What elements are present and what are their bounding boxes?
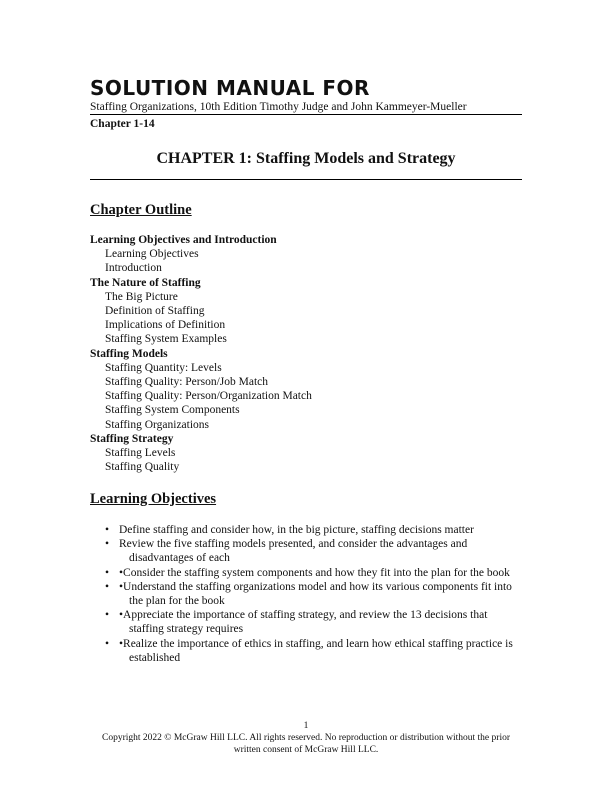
outline-item: Implications of Definition <box>105 319 226 332</box>
outline-item: Staffing System Components <box>105 404 240 417</box>
outline-item: Staffing Quality: Person/Organization Match <box>105 390 312 403</box>
objective-text: •Consider the staffing system components and how they fit into the plan for the book <box>119 566 510 579</box>
outline-item: Introduction <box>105 262 162 275</box>
outline-item: Learning Objectives <box>105 248 199 261</box>
objective-item <box>103 566 523 580</box>
objective-item <box>103 580 523 608</box>
outline-section-heading: Staffing Strategy <box>90 432 174 445</box>
outline-section-heading: The Nature of Staffing <box>90 276 201 289</box>
objective-text: •Understand the staffing organizations model and how its various components fit into the plan for the book <box>119 580 512 608</box>
objective-text: •Appreciate the importance of staffing strategy, and review the 13 decisions that staffing strategy requires <box>119 609 488 636</box>
bullet-icon: • <box>105 538 110 551</box>
outline-section-heading: Learning Objectives and Introduction <box>90 234 277 246</box>
page-number: 1 <box>303 721 309 731</box>
chapter-outline <box>90 233 312 474</box>
outline-item: Definition of Staffing <box>105 305 205 318</box>
chapter-heading: CHAPTER 1: Staffing Models and Strategy <box>156 150 456 167</box>
outline-item: Staffing System Examples <box>105 333 227 346</box>
outline-item: The Big Picture <box>105 290 178 303</box>
page-footer <box>90 720 522 756</box>
outline-item: Staffing Quantity: Levels <box>105 361 222 374</box>
bullet-icon: • <box>105 524 110 536</box>
objectives-list <box>103 523 523 665</box>
outline-item: Staffing Organizations <box>105 418 210 431</box>
outline-item: Staffing Quality: Person/Job Match <box>105 376 269 389</box>
objective-item <box>103 608 523 636</box>
outline-item: Staffing Quality <box>105 461 180 474</box>
objective-item <box>103 637 523 665</box>
objective-text: •Realize the importance of ethics in staffing, and learn how ethical staffing practice is established <box>119 637 513 664</box>
bullet-icon: • <box>105 609 110 622</box>
divider-line <box>90 179 522 180</box>
manual-title: SOLUTION MANUAL FOR <box>90 76 370 100</box>
bullet-icon: • <box>105 566 110 579</box>
objective-text: Define staffing and consider how, in the big picture, staffing decisions matter <box>119 524 474 536</box>
copyright-notice: Copyright 2022 © McGraw Hill LLC. All rights reserved. No reproduction or distribution without the prior written consent of McGraw Hill LLC. <box>101 733 510 755</box>
objective-item <box>103 523 523 537</box>
outline-title: Chapter Outline <box>90 202 192 218</box>
chapter-range: Chapter 1-14 <box>90 118 155 130</box>
bullet-icon: • <box>105 580 110 593</box>
objective-item <box>103 537 523 565</box>
book-subtitle: Staffing Organizations, 10th Edition Timothy Judge and John Kammeyer-Mueller <box>90 101 522 115</box>
objectives-title: Learning Objectives <box>90 491 217 507</box>
outline-section-heading: Staffing Models <box>90 347 168 360</box>
bullet-icon: • <box>105 637 110 650</box>
outline-item: Staffing Levels <box>105 447 176 460</box>
objective-text: Review the five staffing models presented, and consider the advantages and disadvantages of each <box>119 538 468 565</box>
